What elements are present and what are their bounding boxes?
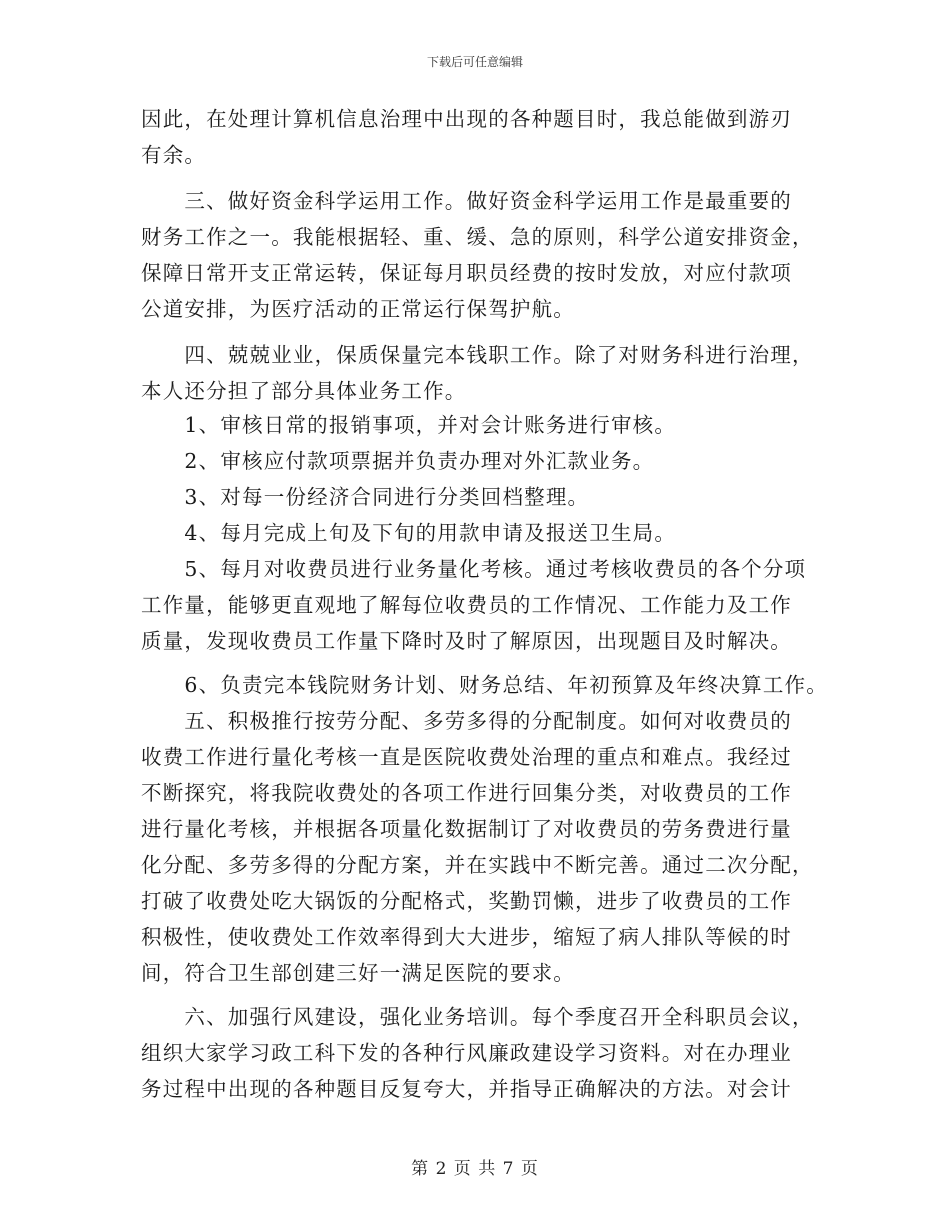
body-line: 保障日常开支正常运转，保证每月职员经费的按时发放，对应付款项 — [141, 261, 792, 285]
body-line: 六、加强行风建设，强化业务培训。每个季度召开全科职员会议， — [141, 1005, 814, 1029]
body-line: 6、负责完本钱院财务计划、财务总结、年初预算及年终决算工作。 — [141, 673, 828, 697]
page-header-note: 下载后可任意编辑 — [426, 55, 523, 69]
body-line: 因此，在处理计算机信息治理中出现的各种题目时，我总能做到游刃 — [141, 107, 792, 131]
body-line: 工作量，能够更直观地了解每位收费员的工作情况、工作能力及工作 — [141, 593, 792, 617]
body-line: 收费工作进行量化考核一直是医院收费处治理的重点和难点。我经过 — [141, 745, 792, 769]
body-line: 打破了收费处吃大锅饭的分配格式，奖勤罚懒，进步了收费员的工作 — [141, 889, 792, 913]
body-line: 务过程中出现的各种题目反复夸大，并指导正确解决的方法。对会计 — [141, 1077, 792, 1101]
body-line: 有余。 — [141, 143, 207, 167]
body-line: 3、对每一份经济合同进行分类回档整理。 — [141, 485, 590, 509]
body-line: 四、兢兢业业，保质保量完本钱职工作。除了对财务科进行治理， — [141, 343, 814, 367]
body-line: 5、每月对收费员进行业务量化考核。通过考核收费员的各个分项 — [141, 557, 807, 581]
body-line: 本人还分担了部分具体业务工作。 — [141, 379, 467, 403]
body-line: 1、审核日常的报销事项，并对会计账务进行审核。 — [141, 413, 677, 437]
body-line: 进行量化考核，并根据各项量化数据制订了对收费员的劳务费进行量 — [141, 817, 792, 841]
body-line: 不断探究，将我院收费处的各项工作进行回集分类，对收费员的工作 — [141, 781, 792, 805]
body-line: 4、每月完成上旬及下旬的用款申请及报送卫生局。 — [141, 521, 677, 545]
body-line: 三、做好资金科学运用工作。做好资金科学运用工作是最重要的 — [141, 189, 792, 213]
page-number: 第 2 页 共 7 页 — [411, 1159, 539, 1179]
body-line: 公道安排，为医疗活动的正常运行保驾护航。 — [141, 297, 575, 321]
body-line: 财务工作之一。我能根据轻、重、缓、急的原则，科学公道安排资金， — [141, 225, 814, 249]
body-line: 2、审核应付款项票据并负责办理对外汇款业务。 — [141, 449, 655, 473]
body-line: 五、积极推行按劳分配、多劳多得的分配制度。如何对收费员的 — [141, 709, 792, 733]
body-line: 组织大家学习政工科下发的各种行风廉政建设学习资料。对在办理业 — [141, 1041, 792, 1065]
body-line: 间，符合卫生部创建三好一满足医院的要求。 — [141, 961, 575, 985]
body-line: 积极性，使收费处工作效率得到大大进步，缩短了病人排队等候的时 — [141, 925, 792, 949]
body-line: 化分配、多劳多得的分配方案，并在实践中不断完善。通过二次分配， — [141, 853, 814, 877]
body-line: 质量，发现收费员工作量下降时及时了解原因，出现题目及时解决。 — [141, 629, 792, 653]
